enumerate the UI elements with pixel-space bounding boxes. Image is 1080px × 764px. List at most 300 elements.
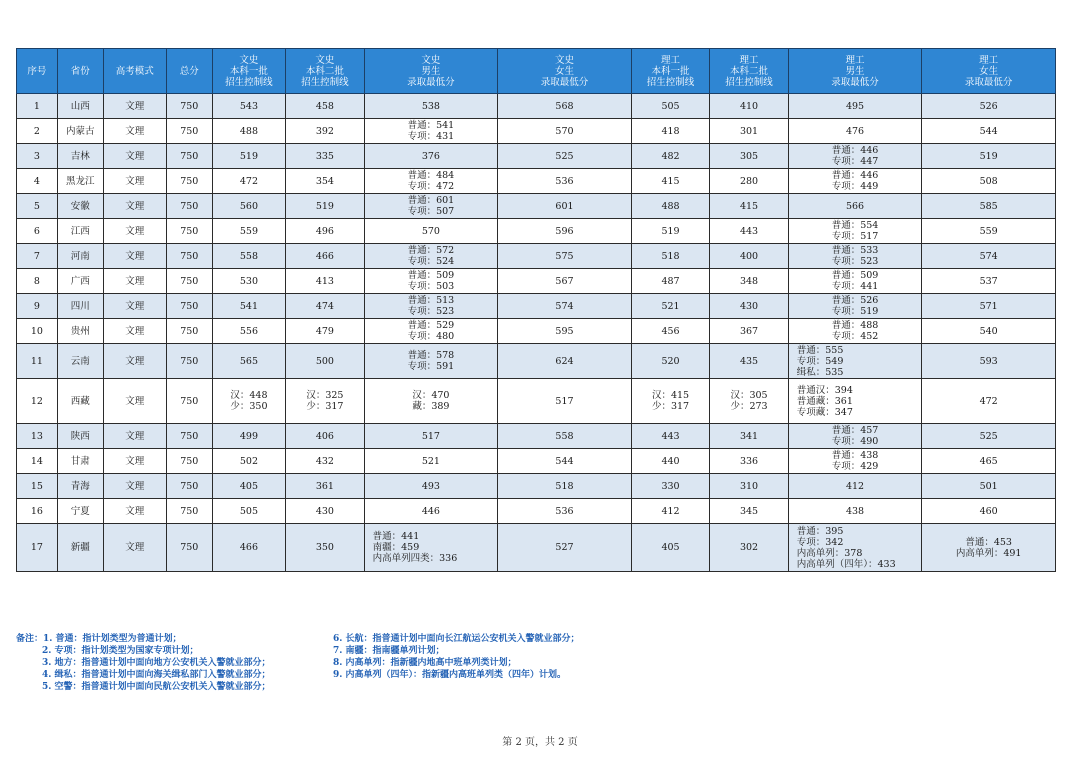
table-cell	[212, 424, 285, 449]
cell-line: 本科一批	[229, 65, 268, 77]
table-cell	[286, 144, 365, 169]
table-cell	[710, 244, 789, 269]
table-row	[17, 474, 1056, 499]
cell-line: 536	[555, 505, 574, 517]
table-cell	[17, 219, 58, 244]
cell-line: 499	[239, 430, 258, 442]
table-cell	[212, 119, 285, 144]
cell-line: 405	[239, 480, 258, 492]
table-cell	[631, 119, 710, 144]
table-cell	[212, 244, 285, 269]
cell-line: 750	[180, 100, 199, 112]
cell-line: 内高单列四类：336	[372, 553, 458, 564]
cell-line: 575	[555, 250, 574, 262]
table-cell	[17, 194, 58, 219]
cell-line: 544	[555, 455, 574, 467]
cell-line: 普通：457	[831, 425, 879, 436]
table-cell	[788, 169, 922, 194]
table-cell	[212, 319, 285, 344]
cell-line: 519	[239, 150, 258, 162]
cell-line: 文理	[125, 200, 145, 212]
cell-line: 普通：541	[407, 120, 455, 131]
table-cell	[710, 194, 789, 219]
cell-line: 录取最低分	[407, 76, 455, 88]
table-cell	[286, 244, 365, 269]
cell-line: 文理	[125, 175, 145, 187]
table-cell	[166, 244, 212, 269]
note-line: 备注：1. 普通：指计划类型为普通计划；	[16, 634, 182, 644]
note-line: 9. 内高单列（四年）：指新疆内高班单列类（四年）计划。	[333, 670, 567, 680]
table-cell	[212, 144, 285, 169]
cell-line: 男生	[421, 65, 441, 77]
table-row	[17, 449, 1056, 474]
table-row	[17, 524, 1056, 572]
cell-line: 458	[315, 100, 334, 112]
table-cell	[498, 424, 632, 449]
note-line: 5. 空警：指普通计划中面向民航公安机关入警就业部分；	[42, 682, 271, 692]
cell-line: 文理	[125, 225, 145, 237]
cell-line: 文史	[554, 54, 574, 66]
cell-line: 556	[239, 325, 258, 337]
cell-line: 甘肃	[70, 455, 90, 467]
table-cell	[286, 449, 365, 474]
cell-line: 安徽	[70, 200, 90, 212]
cell-line: 专项：441	[831, 281, 879, 292]
cell-line: 理工	[739, 54, 759, 66]
cell-line: 302	[739, 542, 759, 553]
table-cell	[631, 344, 710, 379]
table-cell	[364, 449, 498, 474]
table-cell	[498, 294, 632, 319]
table-cell	[922, 524, 1056, 572]
cell-line: 376	[421, 150, 440, 162]
cell-line: 9	[33, 300, 40, 312]
cell-line: 518	[555, 480, 574, 492]
cell-line: 吉林	[70, 150, 90, 162]
table-cell	[788, 294, 922, 319]
cell-line: 理工	[845, 54, 865, 66]
table-cell	[788, 424, 922, 449]
table-cell	[57, 449, 103, 474]
table-cell	[17, 244, 58, 269]
table-cell	[286, 269, 365, 294]
cell-line: 354	[315, 175, 334, 187]
note-line: 8. 内高单列：指新疆内地高中班单列类计划；	[333, 658, 517, 668]
cell-line: 4	[33, 175, 40, 187]
table-cell	[212, 294, 285, 319]
cell-line: 519	[979, 150, 998, 162]
table-cell	[57, 344, 103, 379]
cell-line: 558	[555, 430, 574, 442]
cell-line: 专项：452	[831, 331, 879, 342]
cell-line: 文史	[421, 54, 441, 66]
cell-line: 普通：572	[407, 245, 455, 256]
cell-line: 内高单列：378	[796, 547, 863, 559]
table-cell	[710, 379, 789, 424]
cell-line: 普通：529	[407, 320, 455, 331]
table-cell	[631, 524, 710, 572]
cell-line: 430	[315, 505, 334, 517]
table-cell	[631, 219, 710, 244]
table-cell	[710, 524, 789, 572]
cell-line: 藏：389	[412, 401, 450, 412]
table-cell	[364, 144, 498, 169]
table-cell	[498, 94, 632, 119]
table-cell	[286, 219, 365, 244]
cell-line: 496	[315, 225, 334, 237]
table-cell	[710, 269, 789, 294]
cell-line: 专项：447	[831, 156, 879, 167]
cell-line: 汉：415	[651, 390, 690, 401]
cell-line: 559	[979, 225, 998, 237]
table-cell	[103, 449, 166, 474]
cell-line: 750	[180, 505, 199, 517]
table-cell	[364, 524, 498, 572]
table-cell	[710, 499, 789, 524]
table-cell	[57, 499, 103, 524]
cell-line: 专项：431	[407, 131, 455, 142]
table-cell	[788, 194, 922, 219]
table-cell	[17, 424, 58, 449]
table-cell	[286, 169, 365, 194]
cell-line: 341	[739, 430, 759, 442]
cell-line: 女生	[979, 65, 999, 77]
cell-line: 568	[555, 100, 574, 112]
cell-line: 文理	[125, 300, 145, 312]
table-cell	[922, 244, 1056, 269]
table-cell	[286, 379, 365, 424]
cell-line: 省份	[70, 65, 90, 77]
cell-line: 文理	[125, 505, 145, 517]
table-cell	[166, 524, 212, 572]
cell-line: 少：350	[230, 401, 268, 412]
table-cell	[212, 449, 285, 474]
cell-line: 544	[979, 125, 998, 137]
table-cell	[922, 424, 1056, 449]
table-cell	[57, 319, 103, 344]
table-cell	[212, 194, 285, 219]
cell-line: 280	[739, 175, 759, 187]
table-cell	[212, 219, 285, 244]
cell-line: 普通：446	[831, 145, 879, 156]
cell-line: 472	[239, 175, 258, 187]
column-header	[922, 49, 1056, 94]
table-cell	[57, 119, 103, 144]
cell-line: 普通：533	[831, 245, 879, 256]
table-cell	[286, 94, 365, 119]
cell-line: 479	[315, 325, 334, 337]
table-cell	[710, 94, 789, 119]
cell-line: 430	[739, 300, 759, 312]
cell-line: 文理	[125, 325, 145, 337]
table-cell	[103, 319, 166, 344]
cell-line: 文理	[125, 395, 145, 407]
table-cell	[364, 169, 498, 194]
cell-line: 460	[979, 505, 998, 517]
cell-line: 518	[661, 250, 680, 262]
cell-line: 缉私：535	[796, 366, 844, 378]
cell-line: 2	[33, 125, 40, 137]
table-cell	[364, 219, 498, 244]
table-cell	[922, 144, 1056, 169]
table-cell	[788, 499, 922, 524]
cell-line: 江西	[70, 225, 90, 237]
cell-line: 普通：438	[831, 450, 879, 461]
cell-line: 文理	[125, 355, 145, 367]
table-cell	[364, 424, 498, 449]
cell-line: 少：273	[730, 401, 768, 412]
table-cell	[364, 294, 498, 319]
table-cell	[631, 379, 710, 424]
table-cell	[17, 524, 58, 572]
table-cell	[364, 319, 498, 344]
cell-line: 601	[555, 200, 574, 212]
cell-line: 录取最低分	[964, 76, 1013, 88]
table-cell	[710, 449, 789, 474]
cell-line: 520	[661, 355, 680, 367]
table-cell	[788, 144, 922, 169]
cell-line: 汉：470	[412, 390, 450, 401]
table-row	[17, 94, 1056, 119]
cell-line: 专项：342	[796, 536, 844, 548]
table-row	[17, 499, 1056, 524]
column-header	[710, 49, 789, 94]
column-header	[17, 49, 58, 94]
cell-line: 624	[555, 355, 574, 367]
table-row	[17, 379, 1056, 424]
table-cell	[498, 194, 632, 219]
table-cell	[922, 294, 1056, 319]
table-cell	[364, 474, 498, 499]
cell-line: 招生控制线	[725, 76, 773, 88]
table-cell	[103, 379, 166, 424]
cell-line: 贵州	[70, 325, 90, 337]
table-cell	[788, 474, 922, 499]
table-cell	[788, 319, 922, 344]
cell-line: 文理	[125, 100, 145, 112]
cell-line: 录取最低分	[540, 76, 589, 88]
cell-line: 432	[315, 455, 334, 467]
cell-line: 文理	[125, 125, 145, 137]
cell-line: 文理	[125, 480, 145, 492]
cell-line: 400	[739, 250, 759, 262]
table-cell	[103, 269, 166, 294]
cell-line: 广西	[70, 275, 90, 287]
cell-line: 750	[180, 275, 199, 287]
table-cell	[498, 449, 632, 474]
cell-line: 508	[979, 175, 998, 187]
table-row	[17, 144, 1056, 169]
table-cell	[631, 424, 710, 449]
cell-line: 13	[30, 430, 43, 442]
cell-line: 文理	[125, 455, 145, 467]
cell-line: 专项：449	[831, 181, 879, 192]
cell-line: 435	[739, 355, 759, 367]
table-cell	[922, 319, 1056, 344]
cell-line: 410	[739, 100, 759, 112]
cell-line: 内高单列（四年）：433	[796, 558, 896, 570]
table-cell	[788, 219, 922, 244]
cell-line: 750	[180, 225, 199, 237]
cell-line: 488	[239, 125, 258, 137]
table-cell	[286, 294, 365, 319]
table-cell	[212, 344, 285, 379]
cell-line: 少：317	[306, 401, 344, 412]
table-row	[17, 294, 1056, 319]
table-cell	[710, 169, 789, 194]
table-cell	[17, 379, 58, 424]
cell-line: 1	[33, 100, 40, 112]
cell-line: 571	[979, 300, 998, 312]
cell-line: 14	[30, 455, 43, 467]
table-cell	[103, 94, 166, 119]
cell-line: 750	[180, 455, 199, 467]
cell-line: 330	[661, 480, 680, 492]
cell-line: 普通藏：361	[796, 395, 853, 407]
cell-line: 750	[180, 300, 199, 312]
cell-line: 专项：480	[407, 331, 455, 342]
cell-line: 750	[180, 395, 199, 407]
table-cell	[103, 424, 166, 449]
table-cell	[212, 269, 285, 294]
cell-line: 招生控制线	[646, 76, 695, 88]
table-cell	[498, 244, 632, 269]
table-cell	[57, 94, 103, 119]
cell-line: 543	[239, 100, 258, 112]
cell-line: 530	[239, 275, 258, 287]
table-cell	[364, 194, 498, 219]
cell-line: 560	[239, 200, 258, 212]
note-line: 4. 缉私：指普通计划中面向海关缉私部门入警就业部分；	[42, 670, 271, 680]
cell-line: 招生控制线	[225, 76, 273, 88]
table-cell	[788, 119, 922, 144]
cell-line: 11	[30, 355, 43, 367]
table-cell	[710, 344, 789, 379]
cell-line: 专项：507	[407, 206, 455, 217]
table-cell	[498, 474, 632, 499]
cell-line: 536	[555, 175, 574, 187]
table-cell	[631, 319, 710, 344]
cell-line: 高考模式	[115, 65, 154, 77]
cell-line: 普通：578	[407, 350, 455, 361]
cell-line: 482	[661, 150, 680, 162]
cell-line: 普通：526	[831, 295, 879, 306]
cell-line: 陕西	[70, 430, 90, 442]
cell-line: 宁夏	[70, 505, 90, 517]
cell-line: 专项：549	[796, 355, 844, 367]
cell-line: 559	[239, 225, 258, 237]
cell-line: 普通汉：394	[796, 384, 853, 396]
table-cell	[57, 294, 103, 319]
table-cell	[166, 499, 212, 524]
note-line: 6. 长航：指普通计划中面向长江航运公安机关入警就业部分；	[333, 634, 580, 644]
cell-line: 3	[33, 150, 40, 162]
cell-line: 内蒙古	[65, 125, 95, 137]
column-header	[498, 49, 632, 94]
cell-line: 565	[239, 355, 258, 367]
cell-line: 750	[180, 542, 199, 553]
cell-line: 465	[979, 455, 998, 467]
table-cell	[57, 169, 103, 194]
cell-line: 理工	[661, 54, 681, 66]
table-cell	[710, 424, 789, 449]
cell-line: 412	[845, 480, 865, 492]
cell-line: 文理	[125, 275, 145, 287]
table-cell	[286, 119, 365, 144]
table-row	[17, 244, 1056, 269]
cell-line: 南疆：459	[372, 542, 420, 553]
table-cell	[788, 269, 922, 294]
cell-line: 517	[555, 395, 574, 407]
notes-right	[333, 633, 580, 681]
cell-line: 普通：395	[796, 525, 844, 537]
table-cell	[166, 474, 212, 499]
table-cell	[57, 219, 103, 244]
cell-line: 青海	[70, 480, 90, 492]
cell-line: 418	[661, 125, 680, 137]
cell-line: 446	[421, 505, 440, 517]
cell-line: 517	[421, 430, 440, 442]
cell-line: 12	[30, 395, 43, 407]
table-cell	[364, 269, 498, 294]
table-cell	[17, 119, 58, 144]
cell-line: 474	[315, 300, 334, 312]
cell-line: 专项：472	[407, 181, 455, 192]
table-cell	[103, 344, 166, 379]
column-header	[166, 49, 212, 94]
table-cell	[103, 244, 166, 269]
table-cell	[922, 169, 1056, 194]
cell-line: 415	[739, 200, 759, 212]
cell-line: 文理	[125, 150, 145, 162]
table-cell	[286, 344, 365, 379]
cell-line: 593	[979, 355, 998, 367]
table-cell	[17, 319, 58, 344]
cell-line: 541	[239, 300, 258, 312]
cell-line: 350	[315, 542, 334, 553]
cell-line: 7	[33, 250, 40, 262]
table-cell	[57, 269, 103, 294]
table-cell	[286, 499, 365, 524]
table-cell	[17, 144, 58, 169]
table-cell	[631, 194, 710, 219]
cell-line: 汉：325	[306, 390, 344, 401]
table-cell	[166, 144, 212, 169]
cell-line: 521	[661, 300, 680, 312]
cell-line: 普通：509	[831, 270, 879, 281]
table-cell	[922, 499, 1056, 524]
table-cell	[212, 379, 285, 424]
column-header	[788, 49, 922, 94]
table-row	[17, 119, 1056, 144]
table-cell	[922, 219, 1056, 244]
cell-line: 汉：305	[730, 390, 768, 401]
cell-line: 西藏	[70, 395, 90, 407]
cell-line: 普通：446	[831, 170, 879, 181]
cell-line: 16	[30, 505, 43, 517]
cell-line: 336	[739, 455, 759, 467]
table-cell	[166, 379, 212, 424]
table-cell	[212, 499, 285, 524]
table-cell	[631, 144, 710, 169]
cell-line: 750	[180, 150, 199, 162]
table-cell	[788, 244, 922, 269]
table-cell	[788, 524, 922, 572]
cell-line: 750	[180, 175, 199, 187]
table-cell	[498, 169, 632, 194]
cell-line: 574	[555, 300, 574, 312]
table-cell	[922, 344, 1056, 379]
